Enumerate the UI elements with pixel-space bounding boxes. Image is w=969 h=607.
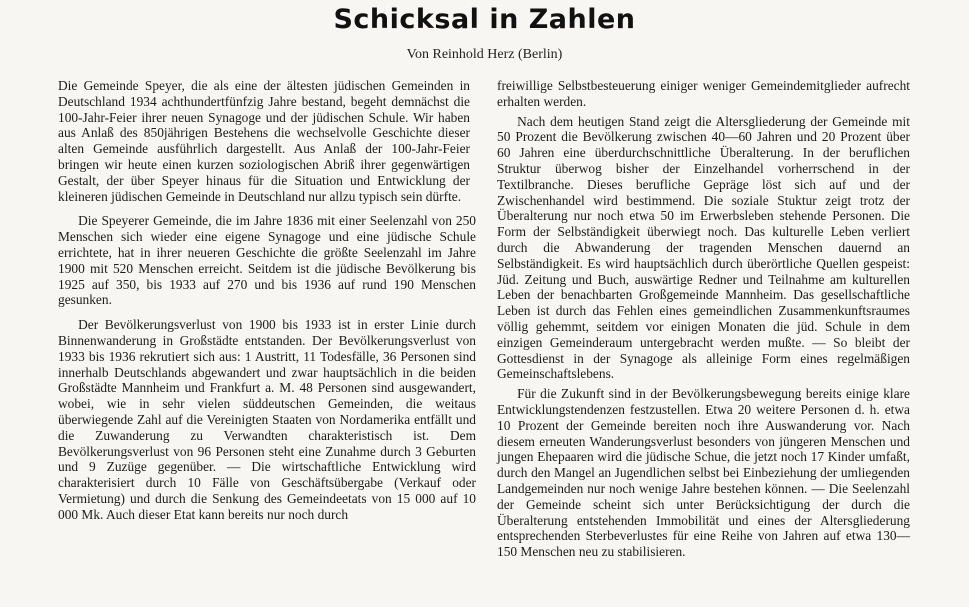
right-paragraph-3: Für die Zukunft sind in der Bevölkerungsbewegung bereits einige klare Entwicklungstendenzen festzustellen. Etwa 20 weitere Personen d. h. etwa 10 Prozent der Gemeinde bereiten noch ihre Auswanderung vor. Nach diesem erneuten Wanderungsverlust besonders von jüngeren Menschen und jungen Ehepaaren wird die jüdische Schue, die jetzt noch 17 Kinder umfaßt, durch den Mangel an Jugendlichen selbst bei Einbeziehung der umliegenden Landgemeinden nur noch wenige Jahre bestehen können. — Die Seelenzahl der Gemeinde scheint sich unter Berücksichtigung der durch die Überalterung entstehenden Immobilität und eines der Altersgliederung entsprechenden Sterbeverlustes für eine Reihe von Jahren auf etwa 130—150 Menschen neu zu stabilisieren. [497, 386, 910, 560]
article-title: Schicksal in Zahlen [333, 4, 636, 35]
intro-paragraph: Die Gemeinde Speyer, die als eine der ältesten jüdischen Gemeinden in Deutschland 1934 achthundertfünfzig Jahre bestand, begeht demnächst die 100-Jahr-Feier ihrer neuen Synagoge und der jüdischen Schule. Wir haben aus Anlaß des 850jährigen Bestehens die wechselvolle Geschichte dieser alten Gemeinde ausführlich dargestellt. Aus Anlaß der 100-Jahr-Feier bringen wir heute einen kurzen soziologischen Abriß ihrer gegenwärtigen Gestalt, der über Speyer hinaus für die Situation und Entwicklung der kleineren jüdischen Gemeinde in Deutschland nur allzu typisch sein dürfte. [58, 78, 470, 204]
left-paragraph-3: Der Bevölkerungsverlust von 1900 bis 1933 ist in erster Linie durch Binnenwanderung in Großstädte entstanden. Der Bevölkerungsverlust von 1933 bis 1936 rekrutiert sich aus: 1 Austritt, 11 Todesfälle, 36 Personen sind innerhalb Deutschlands abgewandert und zwar hauptsächlich in die beiden Großstädte Mannheim und Frankfurt a. M. 48 Personen sind ausgewandert, wobei, wie in sehr vielen süddeutschen Gemeinden, die weitaus überwiegende Zahl auf die Vereinigten Staaten von Nordamerika entfällt und die Zuwanderung zu Verwandten charakteristisch ist. Dem Bevölkerungsverlust von 96 Personen steht eine Zunahme durch 3 Geburten und 9 Zuzüge gegenüber. — Die wirtschaftliche Entwicklung wird charakterisiert durch 10 Fälle von Geschäftsübergabe (Verkauf oder Vermietung) und durch die Senkung des Gemeindeetats von 15 000 auf 10 000 Mk. Auch dieser Etat kann bereits nur noch durch [58, 317, 476, 522]
right-paragraph-continuation: freiwillige Selbstbesteuerung einiger weniger Gemeindemitglieder aufrecht erhalten werden. [497, 78, 910, 109]
left-column [58, 78, 476, 523]
right-paragraph-2: Nach dem heutigen Stand zeigt die Altersgliederung der Gemeinde mit 50 Prozent die Bevölkerung zwischen 40—60 Jahren und 20 Prozent über 60 Jahren eine überdurchschnittliche Überalterung. In der beruflichen Struktur überwog bisher der Einzelhandel vorherrschend in der Textilbranche. Dieses berufliche Gepräge löst sich auf und der Zwischenhandel wird bestimmend. Die soziale Stuktur zeigt trotz der Überalterung nur noch etwa 50 im Erwerbsleben stehende Personen. Die Form der Selbständigkeit überwiegt noch. Das kulturelle Leben verliert durch die Abwanderung der tragenden Menschen dauernd an Selbständigkeit. Es wird hauptsächlich durch überörtliche Quellen gespeist: Jüd. Zeitung und Buch, auswärtige Redner und Teilnahme am kulturellen Leben der benachbarten Großgemeinde Mannheim. Das gesellschaftliche Leben ist durch das Fehlen eines gemeindlichen Zusammenkunftsraumes völlig gehemmt, seitdem vor einigen Monaten die jüd. Schule in dem einzigen Gemeinderaum untergebracht werden mußte. — So bleibt der Gottesdienst in der Synagoge als alleinige Form eines regelmäßigen Gemeinschaftslebens. [497, 113, 910, 382]
right-column [497, 78, 910, 560]
left-paragraph-2: Die Speyerer Gemeinde, die im Jahre 1836 mit einer Seelenzahl von 250 Menschen sich wieder eine eigene Synagoge und eine jüdische Schule errichtete, hat in ihrer neueren Geschichte die größte Seelenzahl im Jahre 1900 mit 520 Menschen erreicht. Seitdem ist die jüdische Bevölkerung bis 1925 auf 350, bis 1933 auf 270 und bis 1936 auf rund 190 Menschen gesunken. [58, 213, 476, 308]
article-byline: Von Reinhold Herz (Berlin) [406, 47, 563, 62]
